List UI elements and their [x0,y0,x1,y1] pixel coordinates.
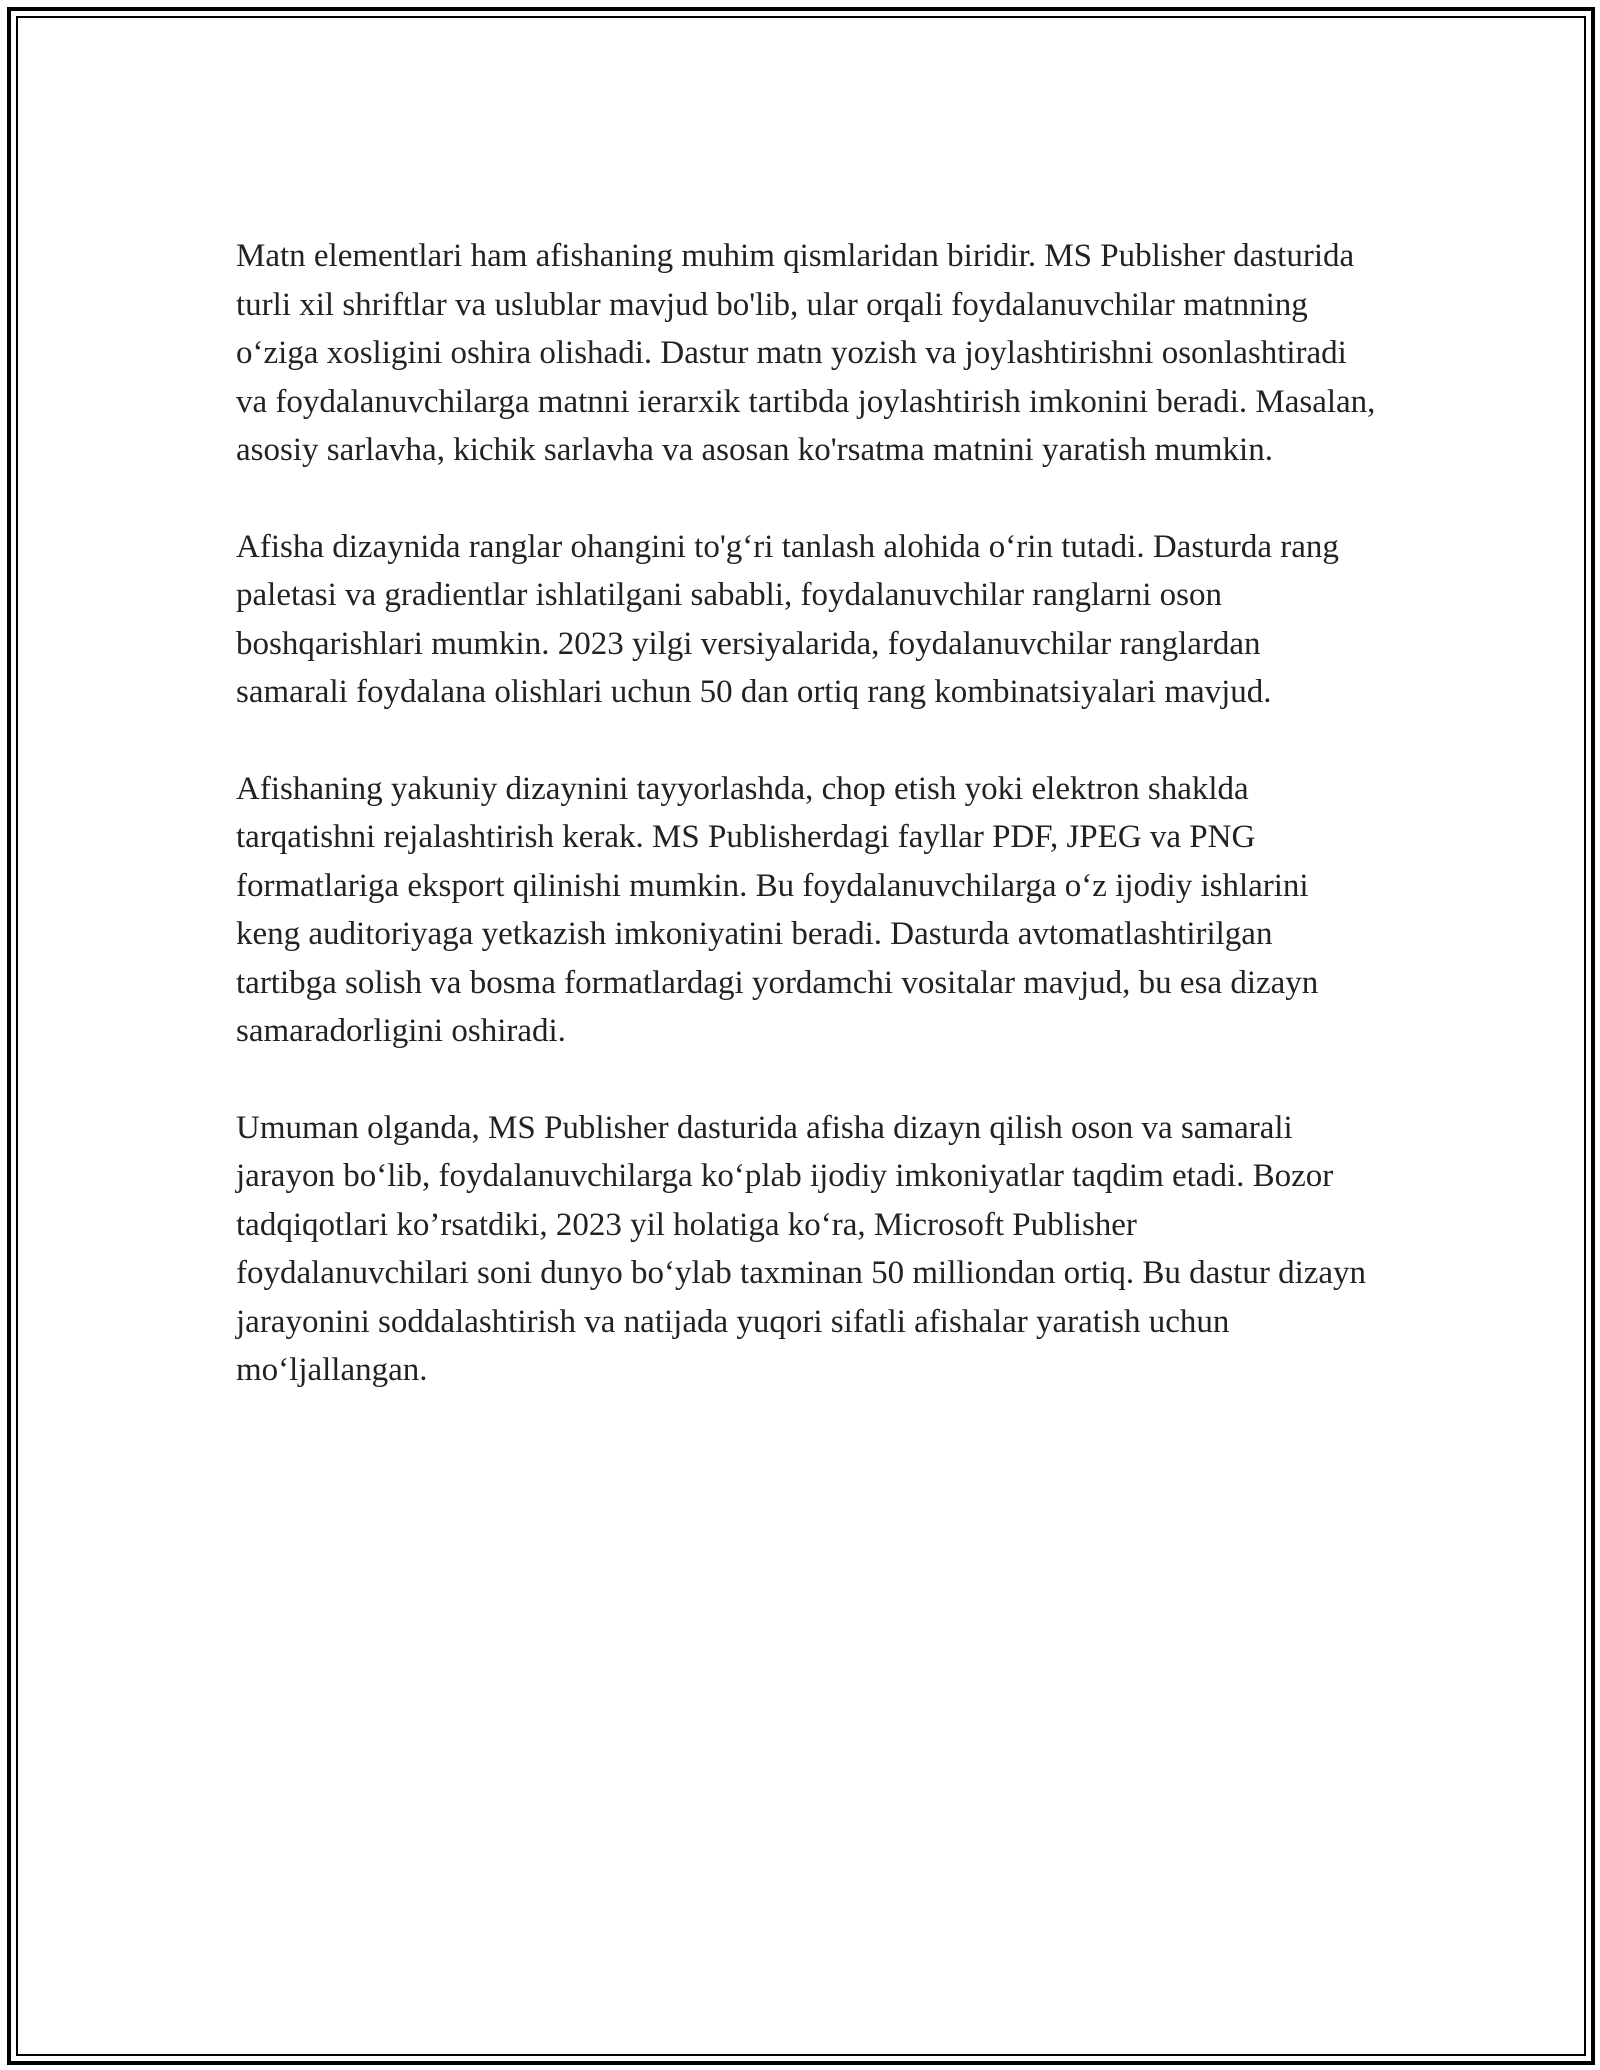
paragraph-conclusion: Umuman olganda, MS Publisher dasturida afisha dizayn qilish oson va samarali jarayon bo‘lib, foydalanuvchilarga ko‘plab ijodiy imkoniyatlar taqdim etadi. Bozor tadqiqotlari ko’rsatdiki, 2023 yil holatiga ko‘ra, Microsoft Publisher foydalanuvchilari soni dunyo bo‘ylab taxminan 50 milliondan ortiq. Bu dastur dizayn jarayonini soddalashtirish va natijada yuqori sifatli afishalar yaratish uchun mo‘ljallangan. [236,1109,1367,1388]
paragraph-colors: Afisha dizaynida ranglar ohangini to'g‘ri tanlash alohida o‘rin tutadi. Dasturda rang paletasi va gradientlar ishlatilgani sababli, foydalanuvchilar ranglarni oson boshqarishlari mumkin. 2023 yilgi versiyalarida, foydalanuvchilar ranglardan samarali foydalana olishlari uchun 50 dan ortiq rang kombinatsiyalari mavjud. [236,528,1339,710]
paragraph-export: Afishaning yakuniy dizaynini tayyorlashda, chop etish yoki elektron shaklda tarqatishni rejalashtirish kerak. MS Publisherdagi fayllar PDF, JPEG va PNG formatlariga eksport qilinishi mumkin. Bu foydalanuvchilarga o‘z ijodiy ishlarini keng auditoriyaga yetkazish imkoniyatini beradi. Dasturda avtomatlashtirilgan tartibga solish va bosma formatlardagi yordamchi vositalar mavjud, bu esa dizayn samaradorligini oshiradi. [236,770,1319,1049]
paragraph-text-elements: Matn elementlari ham afishaning muhim qismlaridan biridir. MS Publisher dasturida turli xil shriftlar va uslublar mavjud bo'lib, ular orqali foydalanuvchilar matnning o‘ziga xosligini oshira olishadi. Dastur matn yozish va joylashtirishni osonlashtiradi va foydalanuvchilarga matnni ierarxik tartibda joylashtirish imkonini beradi. Masalan, asosiy sarlavha, kichik sarlavha va asosan ko'rsatma matnini yaratish mumkin. [236,238,1376,468]
document-body [236,232,1376,1443]
